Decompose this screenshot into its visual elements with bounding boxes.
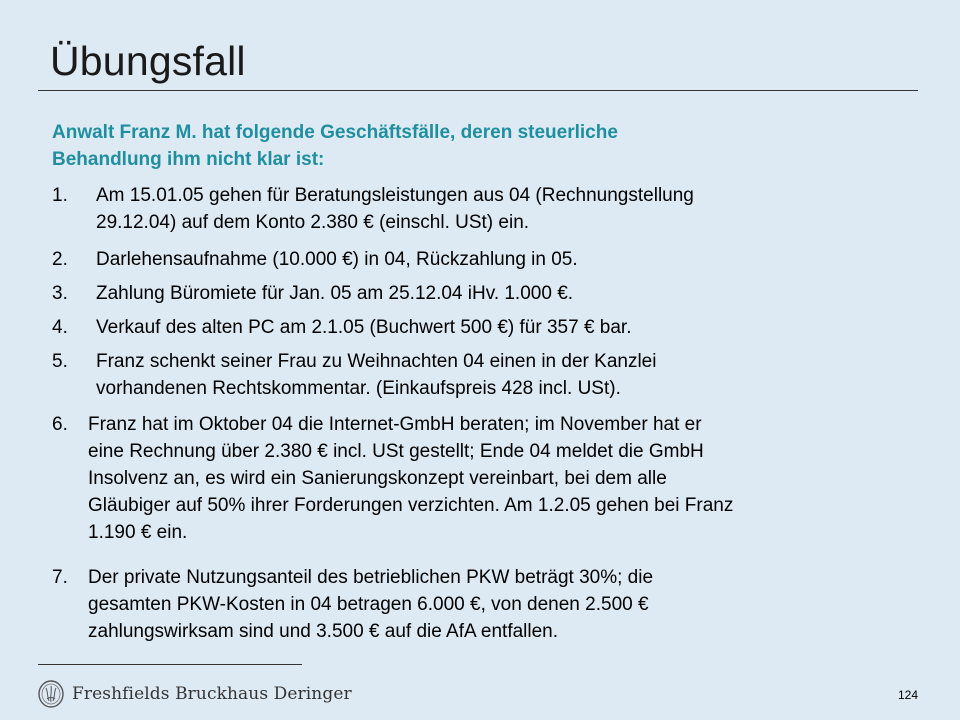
item-number: 6. [52, 414, 68, 435]
case-item-1 [52, 182, 694, 236]
company-logo [38, 680, 352, 708]
case-item-4 [52, 314, 631, 341]
item-number: 2. [52, 249, 68, 270]
footer-divider [38, 664, 302, 665]
case-item-5 [52, 348, 656, 402]
intro-line: Behandlung ihm nicht klar ist: [52, 149, 325, 170]
item-line: Am 15.01.05 gehen für Beratungsleistungen aus 04 (Rechnungstellung [96, 185, 694, 206]
item-line: 29.12.04) auf dem Konto 2.380 € (einschl. USt) ein. [96, 212, 530, 233]
item-line: Insolvenz an, es wird ein Sanierungskonzept vereinbart, bei dem alle [88, 468, 667, 489]
logo-text: Freshfields Bruckhaus Deringer [72, 684, 352, 704]
case-item-7 [52, 564, 653, 645]
crest-logo-icon [38, 680, 64, 708]
item-number: 5. [52, 351, 68, 372]
case-item-3 [52, 280, 573, 307]
slide-title: Übungsfall [50, 38, 246, 84]
item-line: 1.190 € ein. [88, 522, 188, 543]
item-number: 7. [52, 567, 68, 588]
item-number: 3. [52, 283, 68, 304]
intro-text [52, 119, 882, 173]
item-line: vorhandenen Rechtskommentar. (Einkaufspreis 428 incl. USt). [96, 378, 621, 399]
case-item-6 [52, 411, 733, 546]
item-line: eine Rechnung über 2.380 € incl. USt gestellt; Ende 04 meldet die GmbH [88, 441, 704, 462]
item-number: 1. [52, 185, 68, 206]
item-line: zahlungswirksam sind und 3.500 € auf die AfA entfallen. [88, 621, 559, 642]
item-line: Franz hat im Oktober 04 die Internet-GmbH beraten; im November hat er [88, 414, 702, 435]
item-line: Verkauf des alten PC am 2.1.05 (Buchwert 500 €) für 357 € bar. [96, 317, 632, 338]
intro-line: Anwalt Franz M. hat folgende Geschäftsfälle, deren steuerliche [52, 122, 618, 143]
item-number: 4. [52, 317, 68, 338]
page-number: 124 [897, 688, 918, 702]
item-line: Franz schenkt seiner Frau zu Weihnachten 04 einen in der Kanzlei [96, 351, 657, 372]
item-line: Darlehensaufnahme (10.000 €) in 04, Rückzahlung in 05. [96, 249, 578, 270]
item-line: Gläubiger auf 50% ihrer Forderungen verzichten. Am 1.2.05 gehen bei Franz [88, 495, 734, 516]
case-item-2 [52, 246, 578, 273]
item-line: Der private Nutzungsanteil des betrieblichen PKW beträgt 30%; die [88, 567, 654, 588]
item-line: gesamten PKW-Kosten in 04 betragen 6.000 €, von denen 2.500 € [88, 594, 649, 615]
title-divider [38, 90, 918, 91]
item-line: Zahlung Büromiete für Jan. 05 am 25.12.04 iHv. 1.000 €. [96, 283, 574, 304]
